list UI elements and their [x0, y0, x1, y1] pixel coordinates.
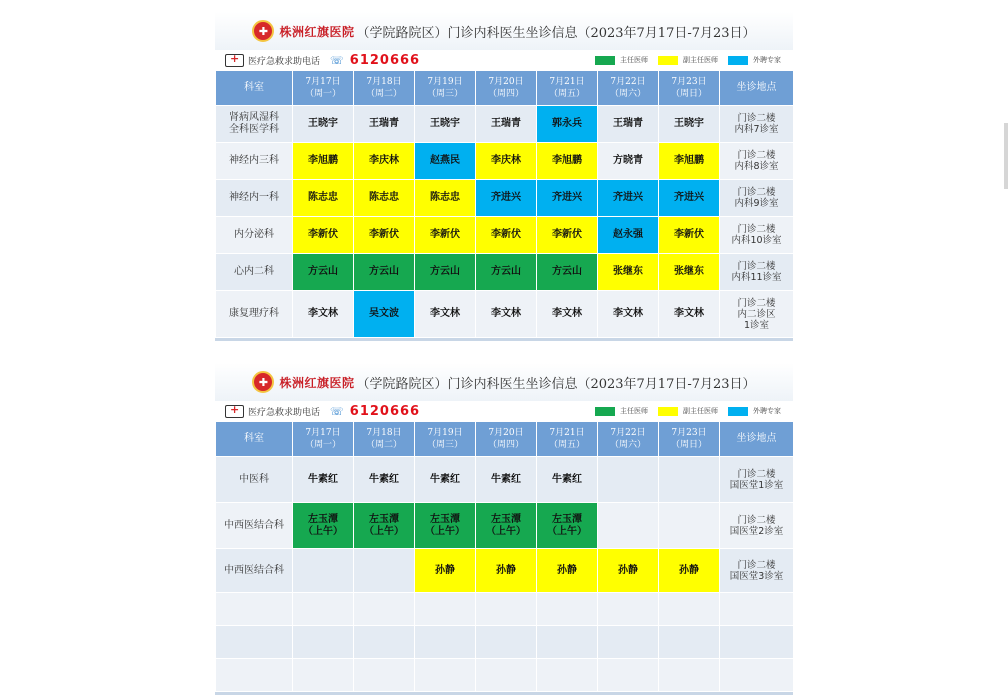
doctor-cell [293, 217, 354, 254]
doctor-cell [415, 143, 476, 180]
legend [585, 50, 781, 70]
doctor-cell [659, 254, 720, 291]
location-cell [720, 217, 794, 254]
legend-swatch [658, 56, 678, 65]
legend-swatch [595, 56, 615, 65]
doctor-name: 李旭鹏 [674, 155, 704, 166]
dept-line: 神经内三科 [229, 155, 279, 166]
empty-cell [476, 593, 537, 626]
header-weekday: （周六） [609, 89, 646, 99]
header-dept: 科室 [216, 422, 293, 457]
empty-cell [476, 659, 537, 692]
doctor-name: 左玉潭 （上午） [425, 513, 465, 537]
dept-cell [216, 254, 293, 291]
header-weekday: （周二） [365, 440, 402, 450]
doctor-name: 左玉潭 （上午） [486, 513, 526, 537]
header-date: 7月20日 [488, 77, 524, 87]
doctor-cell [354, 106, 415, 143]
doctor-name: 孙静 [496, 564, 516, 576]
table-row [216, 180, 794, 217]
header-weekday: （周日） [670, 89, 707, 99]
header-date: 7月21日 [549, 428, 585, 438]
doctor-cell [598, 549, 659, 593]
location-line: 门诊二楼 [737, 113, 776, 124]
table-row [216, 503, 794, 549]
doctor-name: 陈志忠 [308, 192, 338, 203]
location-line: 门诊二楼 [737, 261, 776, 272]
location-cell [720, 549, 794, 593]
doctor-name: 赵永强 [613, 229, 643, 240]
header-date: 7月20日 [488, 428, 524, 438]
scrollbar[interactable] [1004, 123, 1008, 189]
header-date: 7月19日 [427, 77, 463, 87]
doctor-cell [354, 180, 415, 217]
panel-title: （学院路院区）门诊内科医生坐诊信息（2023年7月17日-7月23日） [356, 376, 756, 392]
location-cell [720, 457, 794, 503]
hospital-name: 株洲红旗医院 [279, 375, 355, 390]
empty-cell [720, 659, 794, 692]
doctor-name: 李文林 [613, 308, 643, 319]
legend-label: 外聘专家 [753, 407, 781, 415]
doctor-name: 郭永兵 [552, 118, 582, 129]
header-day [476, 71, 537, 106]
header-date: 7月23日 [671, 428, 707, 438]
emergency-phone: 6120666 [349, 403, 421, 419]
empty-cell [659, 659, 720, 692]
empty-cell [537, 593, 598, 626]
doctor-name: 李庆林 [491, 155, 521, 166]
location-line: 1诊室 [743, 319, 770, 331]
dept-cell [216, 457, 293, 503]
doctor-name: 方云山 [552, 266, 582, 277]
legend-label: 主任医师 [620, 407, 648, 415]
doctor-cell [659, 180, 720, 217]
location-line: 内科7诊室 [734, 124, 779, 135]
doctor-name: 李新伏 [430, 229, 460, 240]
header-day [659, 422, 720, 457]
doctor-cell [293, 503, 354, 549]
header-day [415, 71, 476, 106]
doctor-cell [415, 291, 476, 338]
doctor-cell [659, 106, 720, 143]
header-day [598, 71, 659, 106]
header-day [537, 71, 598, 106]
doctor-name: 李文林 [430, 308, 460, 319]
doctor-cell [415, 106, 476, 143]
doctor-cell [659, 503, 720, 549]
emergency-phone: 6120666 [349, 52, 421, 68]
doctor-cell [476, 291, 537, 338]
doctor-name: 赵燕民 [430, 155, 460, 166]
doctor-name: 牛素红 [552, 473, 582, 485]
doctor-name: 齐进兴 [552, 192, 582, 203]
legend-swatch [728, 407, 748, 416]
doctor-name: 左玉潭 （上午） [547, 513, 587, 537]
emergency-info-row [215, 401, 793, 421]
legend-label: 副主任医师 [683, 407, 718, 415]
doctor-cell [415, 254, 476, 291]
ambulance-icon [225, 405, 244, 418]
location-cell [720, 180, 794, 217]
doctor-name: 方云山 [491, 266, 521, 277]
panel-bottom-border [215, 338, 793, 341]
header-location: 坐诊地点 [720, 71, 794, 106]
doctor-cell [354, 143, 415, 180]
header-weekday: （周二） [365, 89, 402, 99]
doctor-cell [293, 291, 354, 338]
doctor-name: 李新伏 [674, 229, 704, 240]
doctor-name: 李文林 [308, 308, 338, 319]
doctor-cell [354, 254, 415, 291]
empty-cell [293, 659, 354, 692]
doctor-cell [415, 180, 476, 217]
ambulance-icon [225, 54, 244, 67]
empty-cell [216, 626, 293, 659]
dept-line: 中西医结合科 [224, 564, 284, 576]
doctor-cell [537, 143, 598, 180]
doctor-cell [476, 143, 537, 180]
doctor-cell [476, 254, 537, 291]
doctor-name: 李庆林 [369, 155, 399, 166]
empty-cell [354, 626, 415, 659]
doctor-cell [659, 143, 720, 180]
location-cell [720, 143, 794, 180]
dept-cell [216, 106, 293, 143]
location-line: 门诊二楼 [737, 514, 776, 526]
header-date: 7月21日 [549, 77, 585, 87]
doctor-cell [415, 457, 476, 503]
dept-line: 神经内一科 [229, 192, 279, 203]
header-weekday: （周五） [548, 440, 585, 450]
doctor-cell [354, 457, 415, 503]
legend-label: 外聘专家 [753, 56, 781, 64]
location-line: 门诊二楼 [737, 559, 776, 571]
header-weekday: （周三） [426, 89, 463, 99]
doctor-cell [354, 291, 415, 338]
doctor-cell [354, 217, 415, 254]
doctor-name: 陈志忠 [430, 192, 460, 203]
dept-line: 心内二科 [234, 266, 274, 277]
table-row [216, 143, 794, 180]
legend [585, 401, 781, 421]
empty-row [216, 659, 794, 692]
legend-label: 副主任医师 [683, 56, 718, 64]
dept-line: 内分泌科 [234, 229, 274, 240]
dept-line: 康复理疗科 [229, 308, 279, 319]
doctor-cell [415, 503, 476, 549]
doctor-cell [659, 457, 720, 503]
panel-title: （学院路院区）门诊内科医生坐诊信息（2023年7月17日-7月23日） [356, 25, 756, 41]
empty-cell [293, 593, 354, 626]
dept-line: 肾病风湿科 [229, 112, 279, 123]
table-row [216, 254, 794, 291]
empty-cell [476, 626, 537, 659]
doctor-cell [476, 217, 537, 254]
doctor-cell [537, 457, 598, 503]
doctor-name: 方云山 [308, 266, 338, 277]
location-line: 门诊二楼 [737, 224, 776, 235]
header-location: 坐诊地点 [720, 422, 794, 457]
location-line: 内科9诊室 [734, 198, 779, 209]
empty-row [216, 593, 794, 626]
location-line: 内科10诊室 [731, 235, 782, 246]
hospital-logo-icon: ✚ [252, 20, 274, 42]
doctor-cell [659, 217, 720, 254]
header-day [598, 422, 659, 457]
location-cell [720, 106, 794, 143]
empty-cell [720, 626, 794, 659]
doctor-cell [598, 106, 659, 143]
location-cell [720, 503, 794, 549]
legend-swatch [595, 407, 615, 416]
doctor-cell [293, 180, 354, 217]
empty-cell [598, 593, 659, 626]
emergency-label: 医疗急救求助电话 [248, 56, 321, 67]
doctor-name: 方云山 [369, 266, 399, 277]
doctor-name: 齐进兴 [491, 192, 521, 203]
location-line: 国医堂1诊室 [729, 479, 784, 491]
doctor-cell [537, 180, 598, 217]
doctor-cell [598, 180, 659, 217]
doctor-cell [476, 180, 537, 217]
doctor-cell [293, 254, 354, 291]
dept-cell [216, 503, 293, 549]
doctor-name: 牛素红 [308, 473, 338, 485]
header-date: 7月18日 [366, 77, 402, 87]
doctor-cell [537, 291, 598, 338]
header-day [415, 422, 476, 457]
doctor-cell [598, 291, 659, 338]
location-line: 内二诊区 [737, 308, 776, 320]
header-weekday: （周五） [548, 89, 585, 99]
phone-icon: ☏ [330, 53, 344, 67]
empty-cell [415, 626, 476, 659]
dept-cell [216, 143, 293, 180]
hospital-name: 株洲红旗医院 [279, 24, 355, 39]
empty-cell [415, 659, 476, 692]
empty-cell [354, 593, 415, 626]
doctor-name: 齐进兴 [613, 192, 643, 203]
doctor-name: 左玉潭 （上午） [303, 513, 343, 537]
empty-cell [216, 659, 293, 692]
doctor-name: 李新伏 [491, 229, 521, 240]
dept-cell [216, 217, 293, 254]
doctor-cell [354, 549, 415, 593]
emergency-label: 医疗急救求助电话 [248, 407, 321, 418]
doctor-name: 张继东 [674, 266, 704, 277]
emergency-info-row [215, 50, 793, 70]
phone-icon: ☏ [330, 404, 344, 418]
location-line: 门诊二楼 [737, 150, 776, 161]
table-row [216, 457, 794, 503]
header-date: 7月22日 [610, 77, 646, 87]
dept-cell [216, 549, 293, 593]
doctor-name: 左玉潭 （上午） [364, 513, 404, 537]
header-day [293, 422, 354, 457]
header-day [659, 71, 720, 106]
legend-label: 主任医师 [620, 56, 648, 64]
doctor-cell [537, 503, 598, 549]
location-line: 门诊二楼 [737, 187, 776, 198]
header-day [354, 422, 415, 457]
header-day [293, 71, 354, 106]
empty-cell [537, 659, 598, 692]
doctor-cell [415, 217, 476, 254]
header-date: 7月19日 [427, 428, 463, 438]
doctor-cell [293, 106, 354, 143]
table-row [216, 291, 794, 338]
header-day [354, 71, 415, 106]
doctor-cell [598, 457, 659, 503]
doctor-name: 李新伏 [552, 229, 582, 240]
header-weekday: （周六） [609, 440, 646, 450]
dept-line: 中西医结合科 [224, 519, 284, 531]
header-weekday: （周日） [670, 440, 707, 450]
empty-cell [354, 659, 415, 692]
schedule-table [215, 421, 794, 692]
header-weekday: （周四） [487, 89, 524, 99]
doctor-name: 方晓青 [613, 155, 643, 166]
doctor-name: 王晓宇 [674, 118, 704, 129]
doctor-cell [659, 291, 720, 338]
header-dept: 科室 [216, 71, 293, 106]
header-weekday: （周三） [426, 440, 463, 450]
doctor-name: 方云山 [430, 266, 460, 277]
empty-cell [537, 626, 598, 659]
doctor-name: 牛素红 [491, 473, 521, 485]
location-cell [720, 291, 794, 338]
doctor-name: 齐进兴 [674, 192, 704, 203]
doctor-name: 张继东 [613, 266, 643, 277]
doctor-name: 孙静 [679, 564, 699, 576]
doctor-name: 李旭鹏 [308, 155, 338, 166]
empty-cell [598, 659, 659, 692]
location-line: 内科11诊室 [731, 272, 782, 283]
header-day [537, 422, 598, 457]
location-line: 国医堂2诊室 [729, 525, 784, 537]
header-weekday: （周四） [487, 440, 524, 450]
location-line: 门诊二楼 [737, 297, 776, 309]
location-cell [720, 254, 794, 291]
doctor-name: 王瑞青 [491, 118, 521, 129]
doctor-cell [537, 254, 598, 291]
location-line: 门诊二楼 [737, 468, 776, 480]
doctor-cell [476, 457, 537, 503]
schedule-panel-internal-medicine-1 [215, 12, 793, 341]
table-row [216, 106, 794, 143]
header-day [476, 422, 537, 457]
location-line: 国医堂3诊室 [729, 570, 784, 582]
doctor-name: 李旭鹏 [552, 155, 582, 166]
doctor-name: 陈志忠 [369, 192, 399, 203]
hospital-logo-icon: ✚ [252, 371, 274, 393]
dept-cell [216, 180, 293, 217]
doctor-cell [476, 106, 537, 143]
panel-title-row [215, 12, 793, 50]
legend-swatch [728, 56, 748, 65]
location-line: 内科8诊室 [734, 161, 779, 172]
empty-row [216, 626, 794, 659]
schedule-table [215, 70, 794, 338]
empty-cell [415, 593, 476, 626]
doctor-name: 李文林 [491, 308, 521, 319]
doctor-cell [537, 549, 598, 593]
doctor-cell [476, 549, 537, 593]
doctor-name: 孙静 [557, 564, 577, 576]
header-date: 7月17日 [305, 77, 341, 87]
empty-cell [659, 626, 720, 659]
doctor-cell [415, 549, 476, 593]
table-row [216, 549, 794, 593]
doctor-name: 李新伏 [308, 229, 338, 240]
legend-swatch [658, 407, 678, 416]
doctor-cell [293, 143, 354, 180]
empty-cell [293, 626, 354, 659]
header-weekday: （周一） [304, 440, 341, 450]
doctor-cell [598, 254, 659, 291]
doctor-name: 李文林 [552, 308, 582, 319]
doctor-cell [598, 503, 659, 549]
doctor-cell [537, 217, 598, 254]
doctor-cell [598, 143, 659, 180]
doctor-name: 王晓宇 [430, 118, 460, 129]
header-date: 7月17日 [305, 428, 341, 438]
doctor-name: 孙静 [435, 564, 455, 576]
header-date: 7月22日 [610, 428, 646, 438]
doctor-cell [537, 106, 598, 143]
doctor-cell [293, 457, 354, 503]
table-row [216, 217, 794, 254]
doctor-cell [476, 503, 537, 549]
empty-cell [659, 593, 720, 626]
empty-cell [598, 626, 659, 659]
doctor-name: 吴文波 [369, 308, 399, 319]
doctor-name: 王瑞青 [613, 118, 643, 129]
dept-line: 全科医学科 [229, 124, 279, 135]
header-date: 7月18日 [366, 428, 402, 438]
doctor-name: 牛素红 [369, 473, 399, 485]
panel-title-row [215, 363, 793, 401]
doctor-name: 牛素红 [430, 473, 460, 485]
doctor-name: 王瑞青 [369, 118, 399, 129]
empty-cell [720, 593, 794, 626]
doctor-name: 孙静 [618, 564, 638, 576]
doctor-name: 王晓宇 [308, 118, 338, 129]
dept-cell [216, 291, 293, 338]
doctor-cell [598, 217, 659, 254]
doctor-cell [659, 549, 720, 593]
empty-cell [216, 593, 293, 626]
doctor-name: 李新伏 [369, 229, 399, 240]
doctor-name: 李文林 [674, 308, 704, 319]
doctor-cell [354, 503, 415, 549]
header-date: 7月23日 [671, 77, 707, 87]
dept-line: 中医科 [239, 473, 269, 485]
schedule-panel-internal-medicine-2 [215, 363, 793, 695]
header-weekday: （周一） [304, 89, 341, 99]
doctor-cell [293, 549, 354, 593]
